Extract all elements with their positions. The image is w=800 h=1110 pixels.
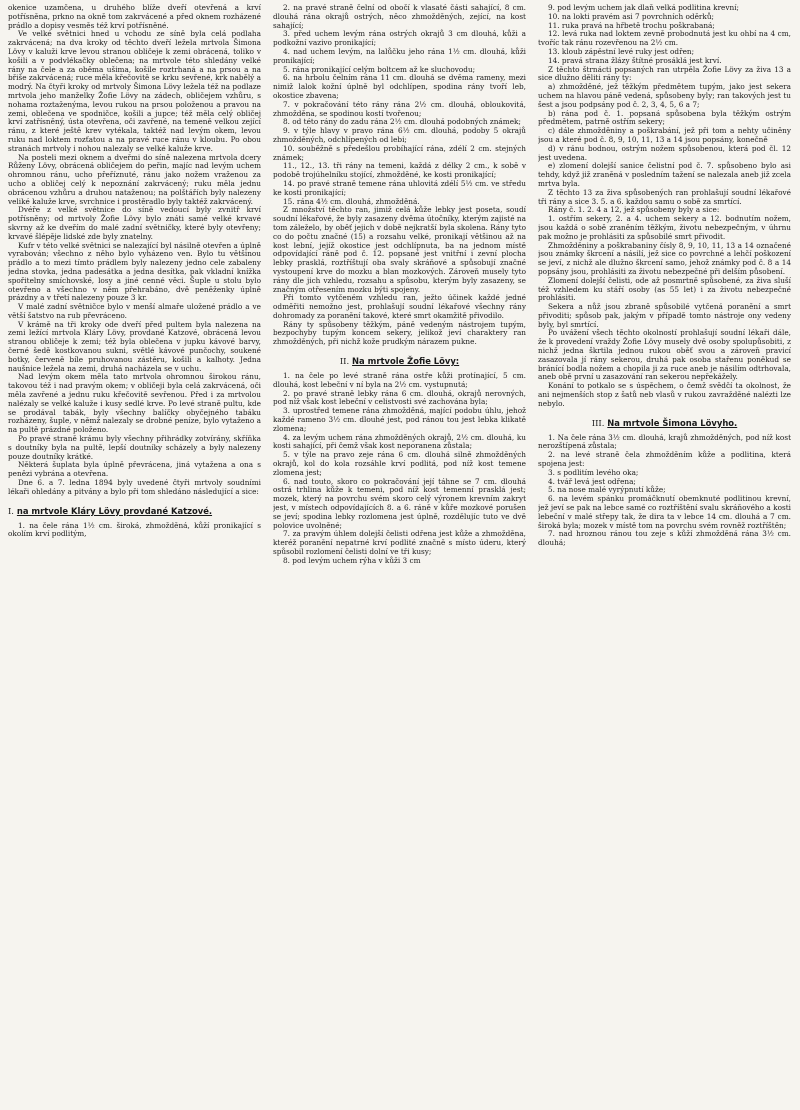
paragraph: 3. před uchem levým rána ostrých okrajů 3 cm dlouhá, kůži a podkožní vazivo pronikající;: [273, 29, 526, 48]
paragraph: 4. za levým uchem rána zhmožděných okrajů, 2½ cm. dlouhá, ku kosti sahající, při čemž však kost neporanena zůstala;: [273, 432, 526, 451]
section-number: II.: [339, 356, 350, 367]
paragraph: 5. v týle na pravo zeje rána 6 cm. dlouhá silně zhmožděných okrajů, kol do kola rozsáhle krví podlitá, pod níž kost temene zlomena jest;: [273, 450, 526, 477]
paragraph: 1. na čele rána 1½ cm. široká, zhmožděná, kůží pronikající s okolím krví podlitým,: [8, 520, 261, 539]
paragraph: 7. v pokračování této rány rána 2½ cm. dlouhá, obloukovitá, zhmožděna, se spodinou kostí tvořenou;: [273, 99, 526, 118]
column-2: [273, 4, 526, 1106]
paragraph: 3. uprostřed temene rána zhmožděná, mající podobu úhlu, jehož každé rameno 3½ cm. dlouhé jest, pod ránou tou jest lebka klikatě zlomena;: [273, 406, 526, 433]
paragraph: Po uvážení všech těchto okolností prohlašují soudní lékaři dále, že k provedení vraždy Žofie Lövy musely dvě osoby spolupůsobiti, z nichž jedna škrtila jednou rukou oběť svou a zároveň pravicí zasazovala jí rány sekerou, druhá pak osoba stařenu poněkud se bránící bodla nožem a chopila ji za ruce aneb je násilím odtrhovala, aneb obě první u zasazování ran sekerou nepřekážely.: [538, 328, 791, 382]
paragraph: Z těchto štrnácti popsaných ran utrpěla Žofie Lövy za živa 13 a sice dlužno děliti rány ty:: [538, 64, 791, 83]
paragraph: 11., 12., 13. tři rány na temeni, každá z délky 2 cm., k sobě v podobě trojúhelníku stojící, zhmožděné, ke kosti pronikající;: [273, 161, 526, 180]
paragraph: Z těchto 13 za živa spůsobených ran prohlašují soudní lékařové tři rány a sice 3. 5. a 6. každou samu o sobě za smrtící.: [538, 187, 791, 206]
column-3: [538, 4, 791, 1106]
paragraph: Na posteli mezi oknem a dveřmi do síně nalezena mrtvola dcery Růženy Lövy, obrácená obličejem do peřin, majíc nad levým uchem ohromnou ránu, ucho přeříznuté, ránu jako nožem vraženou za ucho a obličej celý k nepoznání zakrvácený; ruku měla jednu obrácenou vzhůru a druhou nataženou; na polštářích byly nalezeny veliké kaluže krve, svrchnice i prostěradlo byly taktéž zakrvácený.: [8, 152, 261, 206]
paragraph: V malé zadní světničce bylo v menší almaře uložené prádlo a ve větší šatstvo na rub převráceno.: [8, 302, 261, 320]
paragraph: okenice uzamčena, u druhého blíže dveří otevřená a krví potřísněna, prkno na okně tom zakrvácené a před oknem rozházené prádlo a dopisy vesměs též krví potřísněné.: [8, 4, 261, 30]
paragraph: Dne 6. a 7. ledna 1894 byly uvedené čtyři mrtvoly soudními lékaři ohledány a pitvány a bylo při tom shledáno následující a sice:: [8, 478, 261, 496]
paragraph: 1. ostřím sekery, 2. a 4. uchem sekery a 12. bodnutím nožem, jsou každá o sobě zraněním těžkým, životu nebezpečným, v úhrnu pak možno je prohlásiti za spůsobilé smrt přivodit.: [538, 214, 791, 241]
paragraph: Sekera a nůž jsou zbraně spůsobilé vytčená poranění a smrt přivoditi; spůsob pak, jakým v případě tomto nástroje ony vedeny byly, byl smrtící.: [538, 302, 791, 329]
paragraph: 1. na čele po levé straně rána ostře kůži protínající, 5 cm. dlouhá, kost lebeční v ní byla na 2½ cm. vystupnutá;: [273, 371, 526, 389]
section-heading: [538, 418, 791, 428]
paragraph: d) v ránu bodnou, ostrým nožem spůsobenou, která pod čl. 12 jest uvedena.: [538, 143, 791, 162]
paragraph: 7. za pravým úhlem dolejší čelisti odřena jest kůže a zhmožděna, kteréž poranění nepatrné krví podlité značně s místo úderu, který spůsobil rozlomení čelisti dolní ve tři kusy;: [273, 529, 526, 557]
paragraph: 5. na nose malé vyrýpnutí kůže;: [548, 485, 666, 495]
paragraph: 9. v týle hlavy v pravo rána 6½ cm. dlouhá, podoby 5 okrajů zhmožděných, odchlípených od lebi;: [273, 126, 526, 144]
paragraph: 15. rána 4½ cm. dlouhá, zhmožděná.: [283, 196, 420, 206]
section-title: na mrtvole Kláry Lövy provdané Katzové.: [16, 505, 213, 516]
paragraph: 2. po pravé straně lebky rána 6 cm. dlouhá, okrajů nerovných, pod níž však kost lebeční v celistvosti své zachována byla;: [273, 388, 526, 407]
paragraph: 4. tvář levá jest odřena;: [548, 476, 636, 486]
paragraph: 6. na hrbolu čelním rána 11 cm. dlouhá se dvěma rameny, mezi nimiž lalok kožní úplně byl odchlípen, spodina rány tvoří leb, okostice zbavena;: [273, 73, 526, 100]
paragraph: b) rána pod č. 1. popsaná spůsobena byla těžkým ostrým předmětem, patrně ostřím sekery;: [538, 108, 791, 127]
paragraph: 4. nad uchem levým, na lalůčku jeho rána 1½ cm. dlouhá, kůži pronikající;: [273, 46, 526, 65]
paragraph: 10. souběžně s předešlou probíhající rána, zdélí 2 cm. stejných známek;: [273, 143, 526, 162]
column-1: [8, 4, 261, 1106]
paragraph: V krámě na tři kroky ode dveří před pultem byla nalezena na zemi ležící mrtvola Kláry Lövy, provdané Katzové, obrácená levou stranou obličeje k zemi; též byla oblečena v jupku kávové barvy, černé šedě kostkovanou sukni, světlé kávové punčochy, soukené botky, červeně bíle pruhovanou zástěru, košili a kalhoty. Jedna naušnice ležela na zemi, druhá nacházela se v uchu.: [8, 319, 261, 373]
section-title: Na mrtvole Šimona Lövyho.: [607, 417, 738, 428]
paragraph: Konání to potkalo se s úspěchem, o čemž svědčí ta okolnost, že ani nejmenších stop z šatů neb vlasů v rukou zavražděné nalézti lze nebylo.: [538, 381, 791, 408]
paragraph: 10. na lokti pravém asi 7 povrchních oděrků;: [548, 11, 714, 21]
paragraph: Některá šuplata byla úplně převrácena, jiná vytažena a ona s penězi vybrána a otevřena.: [8, 460, 261, 479]
paragraph: 2. na pravé straně čelní od obočí k vlasaté části sahající, 8 cm. dlouhá rána okrajů ostrých, něco zhmožděných, zející, na kost sahající;: [273, 4, 526, 30]
paragraph: Při tomto vytčeném vzhledu ran, ježto účinek každé jedné odměřiti nemožno jest, prohlašují soudní lékařové všechny rány dohromady za poranění takové, které smrt okamžitě přivodilo.: [273, 293, 526, 320]
paragraph: Dvéře z velké světnice do síně vedoucí byly zvnitř krví potřísněny; od mrtvoly Žofie Lövy bylo znáti samé velké krvavé skvrny až ke dveřím do malé zadní světničky, které byly otevřeny; krvavé šlépěje lidské zde byly znatelny.: [8, 205, 261, 241]
section-heading: [8, 506, 261, 516]
paragraph: Rány ty spůsobeny těžkým, páně vedeným nástrojem tupým, bezpochyby tupým koncem sekery, jelikož jeví charaktery ran zhmožděných, při nichž kože prudkým nárazem pukne.: [273, 319, 526, 347]
paragraph: 14. po pravé straně temene rána uhlovitá zdélí 5½ cm. ve středu ke kosti pronikající;: [273, 178, 526, 197]
paragraph: 6. na levém spánku promáčknutí obemknuté podlitinou krevní, jež jeví se pak na lebce samé co roztříštění svalu skráňového a kosti lebeční v malé střepy tak, že dira ta v lebce 14 cm. dlouhá a 7 cm. široká byla; mozek v místě tom na povrchu svém rovněž roztříštěn;: [538, 494, 791, 530]
section-number: III.: [591, 417, 605, 428]
paragraph: 2. na levé straně čela zhmožděním kůže a podlitina, která spojena jest:: [538, 450, 791, 469]
paragraph: a) zhmožděné, jež těžkým předmětem tupým, jako jest sekera uchem na hlavou páně vedená, spůsobeny byly; ran takových jest tu šest a jsou podpsány pod č. 2, 3, 4, 5, 6 a 7;: [538, 82, 791, 109]
section-heading: [273, 356, 526, 366]
paragraph: Rány č. 1. 2. 4 a 12, jež spůsobeny byly a sice:: [548, 205, 720, 215]
paragraph: Po pravé straně krámu byly všechny přihrádky zotvírány, skříňka s doutníky byla na pultě, lepší doutníky scházely a byly nalezeny pouze doutníky krátké.: [8, 434, 261, 461]
section-number: I.: [8, 505, 14, 516]
paragraph: Z množství těchto ran, jimiž celá kůže lebky jest poseta, soudí soudní lékařové, že byly zasazeny dvěma útočníky, kterým zajisté na tom záleželo, by oběť jejich v době nejkratší byla skolena. Rány tyto co do počtu značné (15) a rozsahu velké, pronikají většinou až na kost lební, jejíž okostice jest odchlípnuta, ba na jednom místě odpovídající ráně pod č. 12. popsané jest vnitřní i zevní plocha lebky prasklá, roztříštují oba svaly skráňové a spůsobují značné vystoupení krve do mozku a blan mozkových. Zároveň musely tyto rány dle jich vzhledu, rozsahu a spůsobu, kterým byly zasazeny, se značným otřesením mozku býti spojeny.: [273, 205, 526, 294]
paragraph: Nad levým okem měla tato mrtvola ohromnou širokou ránu, takovou též i nad pravým okem; v obličeji byla celá zakrvácená, oči měla zavřené a jednu ruku křečovitě sevřenou. Před i za mrtvolou nalézaly se velké kaluže i kusy sedlé krve. Po levé straně pultu, kde se prodával tabák, byly všechny balíčky obyčejného tabáku rozházeny, šuple, v němž nalezaly se drobné peníze, bylo vytaženo a na pultě prázdné položeno.: [8, 372, 261, 435]
paragraph: Kufr v této velké světnici se nalezající byl násilně otevřen a úplně vyrabován; všechno z něho bylo vyházeno ven. Bylo tu většinou prádlo a to mezi tímto prádlem byly nalezeny jedno cele zabaleny jedna stovka, jedna padesátka a jedna desítka, pak vkladní knížka spořitelny smíchovské, losy a jiné cenné věci. Šuple u stolu bylo otevřeno a všechno v něm přehrabáno, dvě peněženky úplně prázdny a v třetí nalezeny pouze 3 kr.: [8, 240, 261, 303]
section-title: Na mrtvole Žofie Lövy:: [352, 356, 460, 367]
paragraph: c) dále zhmožděniny a poškrabání, jež při tom a nehty učiněny jsou a které pod č. 8, 9, 10, 11, 13 a 14 jsou popsány, konečně: [538, 126, 791, 144]
paragraph: 13. kloub zápěstní levé ruky jest odřen;: [548, 46, 695, 56]
paragraph: 9. pod levým uchem jak dlaň velká podlitina krevní;: [548, 4, 739, 12]
paragraph: 5. rána pronikající celým boltcem až ke sluchovodu;: [283, 64, 476, 74]
paragraph: 6. nad touto, skoro co pokračování její táhne se 7 cm. dlouhá ostrá trhlina kůže k temeni, pod níž kost temenní prasklá jest; mozek, který na povrchu svém skoro celý výronem krevním zakryt jest, v místech odpovídajících 8. a 6. ráně v kůře mozkové porušen se jeví; spodina lebky rozlomena jest úplně, rozdělujíc tuto ve dvě polovice uvolněné;: [273, 476, 526, 530]
paragraph: 12. levá ruka nad loktem zevně probodnutá jest ku ohbí na 4 cm, tvoříc tak ránu rozevřenou na 2½ cm.: [538, 29, 791, 48]
paragraph: Zlomení dolejší čelisti, ode až posmrtně spůsobené, za živa sluší též vzhledem ku stáří osoby (as 55 let) i za životu nebezpečné prohlásiti.: [538, 275, 791, 303]
paragraph: 3. s podlitím levého oka;: [548, 467, 639, 477]
paragraph: Zhmožděniny a poškrabaniny čísly 8, 9, 10, 11, 13 a 14 označené jsou známky škrcení a násilí, jež sice co povrchné a lehčí poškození se jeví, z nichž ale dlužno škrcení samo, jehož známky pod č. 8 a 14 popsány jsou, prohlásiti za životu nebezpečné při delším působení.: [538, 240, 791, 276]
paragraph: 7. nad hroznou ránou tou zeje s kůží zhmožděná rána 3½ cm. dlouhá;: [538, 529, 791, 548]
paragraph: 8. od této rány do zadu rána 2½ cm. dlouhá podobných známek;: [283, 117, 521, 127]
paragraph: e) zlomení dolejší sanice čelistní pod č. 7. spůsobeno bylo asi tehdy, když již zraněná v posledním tažení se nalezala aneb již zcela mrtva byla.: [538, 161, 791, 188]
paragraph: 11. ruka pravá na hřbetě trochu poškrabaná;: [548, 20, 715, 30]
paragraph: 8. pod levým uchem rýha v kůži 3 cm: [283, 555, 421, 565]
paragraph: 1. Na čele rána 3½ cm. dlouhá, krajů zhmožděných, pod níž kost nerozštípená zůstala;: [538, 432, 791, 451]
paragraph: Ve velké světnici hned u vchodu ze síně byla celá podlaha zakrvácená; na dva kroky od těchto dveří ležela mrtvola Šimona Lövy v kaluži krve levou stranou obličeje k zemi obrácená, toliko v košili a v podvlékačky oblečena; na mrtvole této shledány velké rány na čele a za oběma ušima, košile roztrhaná a na prsou a na břiše zakrvácená; ruce měla křečovitě se krku sevřené, krk nabělý a modrý. Na čtyři kroky od mrtvoly Šimona Lövy ležela též na podlaze mrtvola jeho manželky Žofie Lövy na zádech, obličejem vzhůru, s nohama roztaženýma, levou rukou na prsou položenou a pravou na zemi, oblečena ve spodničce, košili a jupce; též měla celý obličej krví zatřísněný, ústa otevřena, oči zavřené, na temeně velkou zející ránu, z které ještě krev vytékala, taktéž nad levým okem, levou ruku nad loktem rozťatou a na pravé ruce ránu v kloubu. Po obou stranách mrtvoly i nohou nalezaly se velké kaluže krve.: [8, 29, 261, 153]
paragraph: 14. pravá strana žlázy štítné prosáklá jest krví.: [548, 55, 722, 65]
